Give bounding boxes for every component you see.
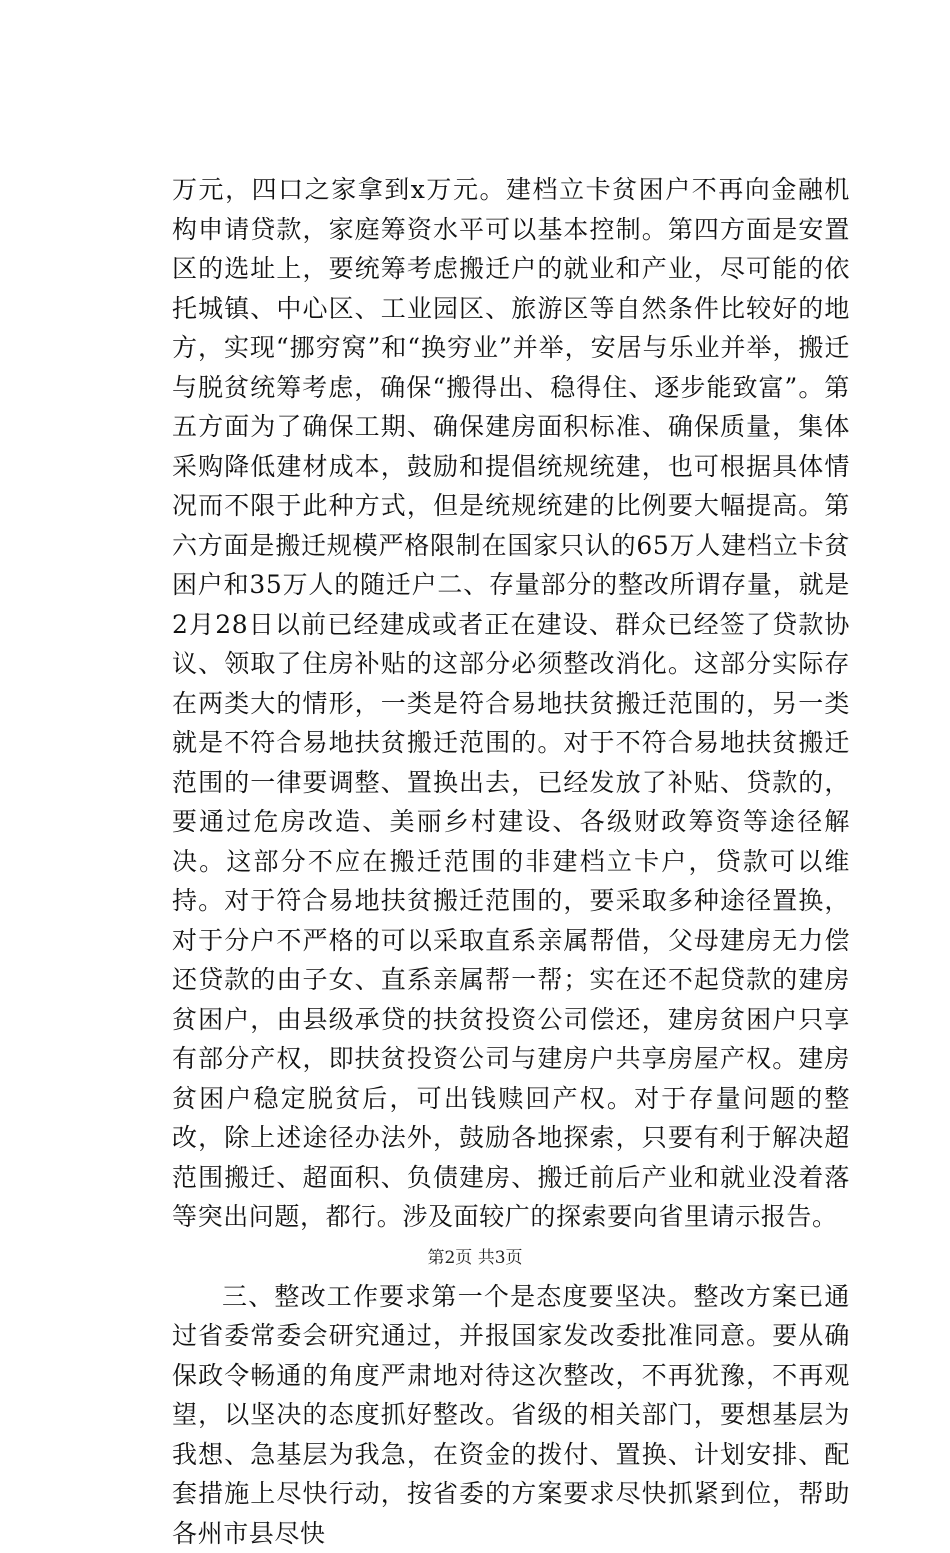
document-body [172,170,850,1553]
paragraph-2: 三、整改工作要求第一个是态度要坚决。整改方案已通过省委常委会研究通过，并报国家发改委批准同意。要从确保政令畅通的角度严肃地对待这次整改，不再犹豫，不再观望，以坚决的态度抓好整改。省级的相关部门，要想基层为我想、急基层为我急，在资金的拨付、置换、计划安排、配套措施上尽快行动，按省委的方案要求尽快抓紧到位，帮助各州市县尽快 [172,1277,850,1553]
paragraph-1: 万元，四口之家拿到x万元。建档立卡贫困户不再向金融机构申请贷款，家庭筹资水平可以基本控制。第四方面是安置区的选址上，要统筹考虑搬迁户的就业和产业，尽可能的依托城镇、中心区、工业园区、旅游区等自然条件比较好的地方，实现“挪穷窝”和“换穷业”并举，安居与乐业并举，搬迁与脱贫统筹考虑，确保“搬得出、稳得住、逐步能致富”。第五方面为了确保工期、确保建房面积标准、确保质量，集体采购降低建材成本，鼓励和提倡统规统建，也可根据具体情况而不限于此种方式，但是统规统建的比例要大幅提高。第六方面是搬迁规模严格限制在国家只认的65万人建档立卡贫困户和35万人的随迁户二、存量部分的整改所谓存量，就是2月28日以前已经建成或者正在建设、群众已经签了贷款协议、领取了住房补贴的这部分必须整改消化。这部分实际存在两类大的情形，一类是符合易地扶贫搬迁范围的，另一类就是不符合易地扶贫搬迁范围的。对于不符合易地扶贫搬迁范围的一律要调整、置换出去，已经发放了补贴、贷款的，要通过危房改造、美丽乡村建设、各级财政筹资等途径解决。这部分不应在搬迁范围的非建档立卡户，贷款可以维持。对于符合易地扶贫搬迁范围的，要采取多种途径置换，对于分户不严格的可以采取直系亲属帮借，父母建房无力偿还贷款的由子女、直系亲属帮一帮；实在还不起贷款的建房贫困户，由县级承贷的扶贫投资公司偿还，建房贫困户只享有部分产权，即扶贫投资公司与建房户共享房屋产权。建房贫困户稳定脱贫后，可出钱赎回产权。对于存量问题的整改，除上述途径办法外，鼓励各地探索，只要有利于解决超范围搬迁、超面积、负债建房、搬迁前后产业和就业没着落等突出问题，都行。涉及面较广的探索要向省里请示报告。 [172,170,850,1237]
page-footer: 第2页 共3页 [0,1243,950,1268]
